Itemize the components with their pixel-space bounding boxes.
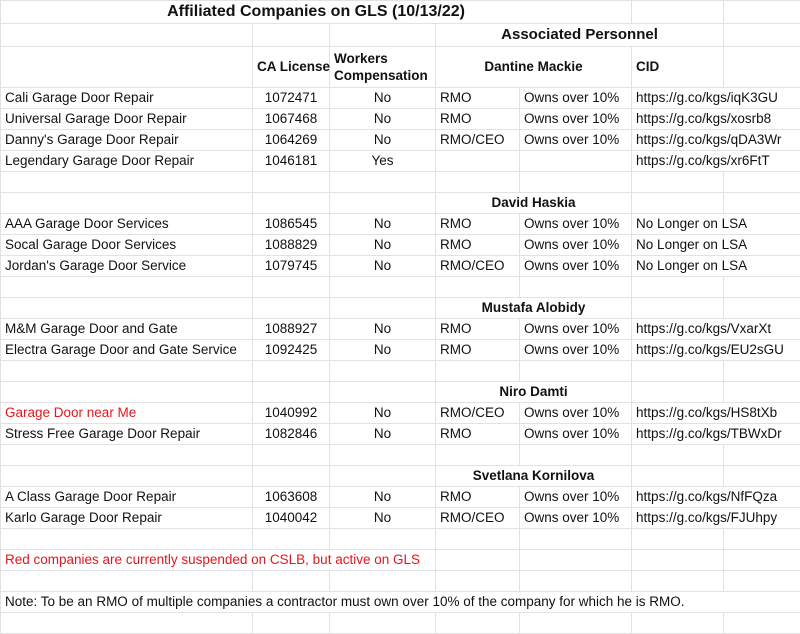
role[interactable]: RMO	[436, 319, 520, 340]
cell[interactable]	[330, 529, 436, 550]
ca-license[interactable]: 1067468	[253, 109, 330, 130]
ownership[interactable]: Owns over 10%	[520, 424, 632, 445]
cell[interactable]	[632, 1, 724, 24]
role[interactable]: RMO/CEO	[436, 256, 520, 277]
cell[interactable]	[436, 361, 520, 382]
ca-license[interactable]: 1088829	[253, 235, 330, 256]
workers-comp[interactable]: No	[330, 403, 436, 424]
cid-link[interactable]: https://g.co/kgs/iqK3GU	[632, 88, 800, 109]
cell[interactable]	[724, 277, 800, 298]
company-row	[1, 109, 800, 130]
cell[interactable]	[724, 571, 800, 592]
company-row	[1, 424, 800, 445]
cell[interactable]	[724, 193, 800, 214]
company-name[interactable]: Legendary Garage Door Repair	[1, 151, 253, 172]
title-row	[1, 1, 800, 24]
cell[interactable]	[1, 613, 253, 634]
cell[interactable]	[436, 172, 520, 193]
company-row	[1, 256, 800, 277]
cell[interactable]	[520, 172, 632, 193]
ca-license[interactable]: 1072471	[253, 88, 330, 109]
workers-comp[interactable]: Yes	[330, 151, 436, 172]
rmo-note[interactable]: Note: To be an RMO of multiple companies a contractor must own over 10% of the company for which he is RMO.	[1, 592, 800, 613]
role[interactable]: RMO/CEO	[436, 508, 520, 529]
header-row-personnel	[1, 24, 800, 47]
company-name[interactable]: Socal Garage Door Services	[1, 235, 253, 256]
cell[interactable]	[1, 47, 253, 88]
company-row	[1, 508, 800, 529]
ca-license[interactable]: 1079745	[253, 256, 330, 277]
cell[interactable]	[632, 382, 724, 403]
company-name[interactable]: Cali Garage Door Repair	[1, 88, 253, 109]
cell[interactable]	[520, 277, 632, 298]
cell[interactable]	[253, 466, 330, 487]
ownership[interactable]: Owns over 10%	[520, 214, 632, 235]
cell[interactable]	[724, 298, 800, 319]
company-name[interactable]: Danny's Garage Door Repair	[1, 130, 253, 151]
ca-license[interactable]: 1086545	[253, 214, 330, 235]
workers-comp[interactable]: No	[330, 109, 436, 130]
cell[interactable]	[436, 445, 520, 466]
cell[interactable]	[330, 466, 436, 487]
cell[interactable]	[436, 550, 520, 571]
cell[interactable]	[1, 382, 253, 403]
spacer-row	[1, 445, 800, 466]
cell[interactable]	[1, 172, 253, 193]
spacer-row	[1, 172, 800, 193]
cell[interactable]	[1, 24, 253, 47]
person-name[interactable]: Niro Damti	[436, 382, 632, 403]
company-row	[1, 151, 800, 172]
ownership[interactable]: Owns over 10%	[520, 487, 632, 508]
cell[interactable]	[253, 172, 330, 193]
workers-comp[interactable]: No	[330, 340, 436, 361]
cell[interactable]	[724, 24, 800, 47]
cell[interactable]	[330, 172, 436, 193]
cell[interactable]	[1, 277, 253, 298]
person-header-row	[1, 382, 800, 403]
cell[interactable]	[330, 298, 436, 319]
person-header[interactable]: Dantine Mackie	[436, 47, 632, 88]
role[interactable]: RMO	[436, 424, 520, 445]
cell[interactable]	[520, 613, 632, 634]
workers-comp[interactable]: No	[330, 256, 436, 277]
company-row	[1, 319, 800, 340]
ca-license[interactable]: 1092425	[253, 340, 330, 361]
cell[interactable]	[724, 361, 800, 382]
role[interactable]: RMO	[436, 487, 520, 508]
workers-comp[interactable]: No	[330, 88, 436, 109]
ownership[interactable]: Owns over 10%	[520, 109, 632, 130]
cell[interactable]	[724, 47, 800, 88]
ownership[interactable]: Owns over 10%	[520, 403, 632, 424]
cell[interactable]	[253, 613, 330, 634]
cell[interactable]	[330, 445, 436, 466]
cid-link[interactable]: https://g.co/kgs/qDA3Wr	[632, 130, 800, 151]
cell[interactable]	[330, 382, 436, 403]
company-row	[1, 235, 800, 256]
ca-license-header[interactable]: CA License	[253, 47, 330, 88]
cell[interactable]	[253, 277, 330, 298]
cell[interactable]	[330, 24, 436, 47]
cell[interactable]	[724, 172, 800, 193]
company-row	[1, 214, 800, 235]
cell[interactable]	[1, 193, 253, 214]
company-name[interactable]: Garage Door near Me	[1, 403, 253, 424]
company-row	[1, 403, 800, 424]
cell[interactable]	[1, 298, 253, 319]
person-name[interactable]: Svetlana Kornilova	[436, 466, 632, 487]
cid-link[interactable]: https://g.co/kgs/VxarXt	[632, 319, 800, 340]
cell[interactable]	[436, 529, 520, 550]
spacer-row	[1, 361, 800, 382]
cell[interactable]	[1, 571, 253, 592]
company-row	[1, 340, 800, 361]
company-name[interactable]: Karlo Garage Door Repair	[1, 508, 253, 529]
ownership[interactable]: Owns over 10%	[520, 340, 632, 361]
cell[interactable]	[330, 571, 436, 592]
cell[interactable]	[330, 193, 436, 214]
cell[interactable]	[253, 382, 330, 403]
role[interactable]: RMO	[436, 214, 520, 235]
empty-row	[1, 613, 800, 634]
rmo-note-row	[1, 592, 800, 613]
ca-license[interactable]: 1082846	[253, 424, 330, 445]
cid-link[interactable]: https://g.co/kgs/xr6FtT	[632, 151, 800, 172]
cell[interactable]	[724, 529, 800, 550]
cell[interactable]	[632, 193, 724, 214]
cell[interactable]	[436, 571, 520, 592]
suspended-note[interactable]: Red companies are currently suspended on CSLB, but active on GLS	[1, 550, 436, 571]
ca-license[interactable]: 1088927	[253, 319, 330, 340]
ownership[interactable]: Owns over 10%	[520, 130, 632, 151]
role[interactable]: RMO/CEO	[436, 130, 520, 151]
cid-link[interactable]: No Longer on LSA	[632, 214, 800, 235]
company-name[interactable]: Electra Garage Door and Gate Service	[1, 340, 253, 361]
company-name[interactable]: A Class Garage Door Repair	[1, 487, 253, 508]
sheet-title[interactable]: Affiliated Companies on GLS (10/13/22)	[1, 1, 632, 24]
company-name[interactable]: Stress Free Garage Door Repair	[1, 424, 253, 445]
cell[interactable]	[253, 571, 330, 592]
cell[interactable]	[253, 193, 330, 214]
cell[interactable]	[632, 571, 724, 592]
cell[interactable]	[632, 550, 724, 571]
company-row	[1, 130, 800, 151]
cell[interactable]	[436, 277, 520, 298]
role[interactable]: RMO	[436, 340, 520, 361]
spacer-row	[1, 529, 800, 550]
cell[interactable]	[520, 550, 632, 571]
cell[interactable]	[330, 613, 436, 634]
cell[interactable]	[253, 24, 330, 47]
spacer-row	[1, 571, 800, 592]
cid-link[interactable]: https://g.co/kgs/HS8tXb	[632, 403, 800, 424]
cell[interactable]	[632, 361, 724, 382]
header-row-columns	[1, 47, 800, 88]
workers-comp[interactable]: No	[330, 235, 436, 256]
cell[interactable]	[330, 277, 436, 298]
cell[interactable]	[1, 529, 253, 550]
cid-link[interactable]: https://g.co/kgs/FJUhpy	[632, 508, 800, 529]
cell[interactable]	[632, 298, 724, 319]
company-row	[1, 487, 800, 508]
company-name[interactable]: Universal Garage Door Repair	[1, 109, 253, 130]
workers-comp[interactable]: No	[330, 424, 436, 445]
cell[interactable]	[253, 529, 330, 550]
cell[interactable]	[724, 550, 800, 571]
red-note-row	[1, 550, 800, 571]
cell[interactable]	[1, 361, 253, 382]
ca-license[interactable]: 1040992	[253, 403, 330, 424]
cell[interactable]	[253, 361, 330, 382]
person-header-row	[1, 466, 800, 487]
cell[interactable]	[1, 466, 253, 487]
cell[interactable]	[632, 613, 724, 634]
cid-link[interactable]: https://g.co/kgs/xosrb8	[632, 109, 800, 130]
cell[interactable]	[436, 613, 520, 634]
cell[interactable]	[632, 277, 724, 298]
cell[interactable]	[632, 466, 724, 487]
ca-license[interactable]: 1040042	[253, 508, 330, 529]
person-header-row	[1, 193, 800, 214]
cell[interactable]	[253, 298, 330, 319]
company-row	[1, 88, 800, 109]
cell[interactable]	[632, 172, 724, 193]
cell[interactable]	[1, 445, 253, 466]
associated-personnel-header[interactable]: Associated Personnel	[436, 24, 724, 47]
cell[interactable]	[520, 571, 632, 592]
cell[interactable]	[724, 382, 800, 403]
person-name[interactable]: David Haskia	[436, 193, 632, 214]
ownership[interactable]: Owns over 10%	[520, 88, 632, 109]
workers-comp[interactable]: No	[330, 319, 436, 340]
role[interactable]: RMO/CEO	[436, 403, 520, 424]
workers-comp[interactable]: No	[330, 508, 436, 529]
ca-license[interactable]: 1064269	[253, 130, 330, 151]
ownership[interactable]: Owns over 10%	[520, 256, 632, 277]
ownership[interactable]: Owns over 10%	[520, 319, 632, 340]
cid-link[interactable]: No Longer on LSA	[632, 256, 800, 277]
cell[interactable]	[520, 445, 632, 466]
workers-comp[interactable]: No	[330, 214, 436, 235]
cell[interactable]	[520, 529, 632, 550]
cell[interactable]	[724, 445, 800, 466]
ca-license[interactable]: 1046181	[253, 151, 330, 172]
cid-link[interactable]: No Longer on LSA	[632, 235, 800, 256]
cell[interactable]	[330, 361, 436, 382]
cell[interactable]	[724, 1, 800, 24]
cell[interactable]	[520, 361, 632, 382]
cell[interactable]	[724, 466, 800, 487]
company-name[interactable]: Jordan's Garage Door Service	[1, 256, 253, 277]
cid-header[interactable]: CID	[632, 47, 724, 88]
company-name[interactable]: AAA Garage Door Services	[1, 214, 253, 235]
cid-link[interactable]: https://g.co/kgs/NfFQza	[632, 487, 800, 508]
role[interactable]: RMO	[436, 109, 520, 130]
spacer-row	[1, 277, 800, 298]
ownership[interactable]: Owns over 10%	[520, 235, 632, 256]
cell[interactable]	[632, 445, 724, 466]
workers-comp[interactable]: No	[330, 130, 436, 151]
ownership[interactable]	[520, 151, 632, 172]
person-header-row	[1, 298, 800, 319]
role[interactable]	[436, 151, 520, 172]
workers-comp[interactable]: No	[330, 487, 436, 508]
cell[interactable]	[253, 445, 330, 466]
company-name[interactable]: M&M Garage Door and Gate	[1, 319, 253, 340]
cell[interactable]	[724, 613, 800, 634]
role[interactable]: RMO	[436, 235, 520, 256]
ca-license[interactable]: 1063608	[253, 487, 330, 508]
cid-link[interactable]: https://g.co/kgs/EU2sGU	[632, 340, 800, 361]
person-name[interactable]: Mustafa Alobidy	[436, 298, 632, 319]
role[interactable]: RMO	[436, 88, 520, 109]
ownership[interactable]: Owns over 10%	[520, 508, 632, 529]
cell[interactable]	[632, 529, 724, 550]
cid-link[interactable]: https://g.co/kgs/TBWxDr	[632, 424, 800, 445]
workers-comp-header[interactable]: Workers Compensation	[330, 47, 436, 88]
